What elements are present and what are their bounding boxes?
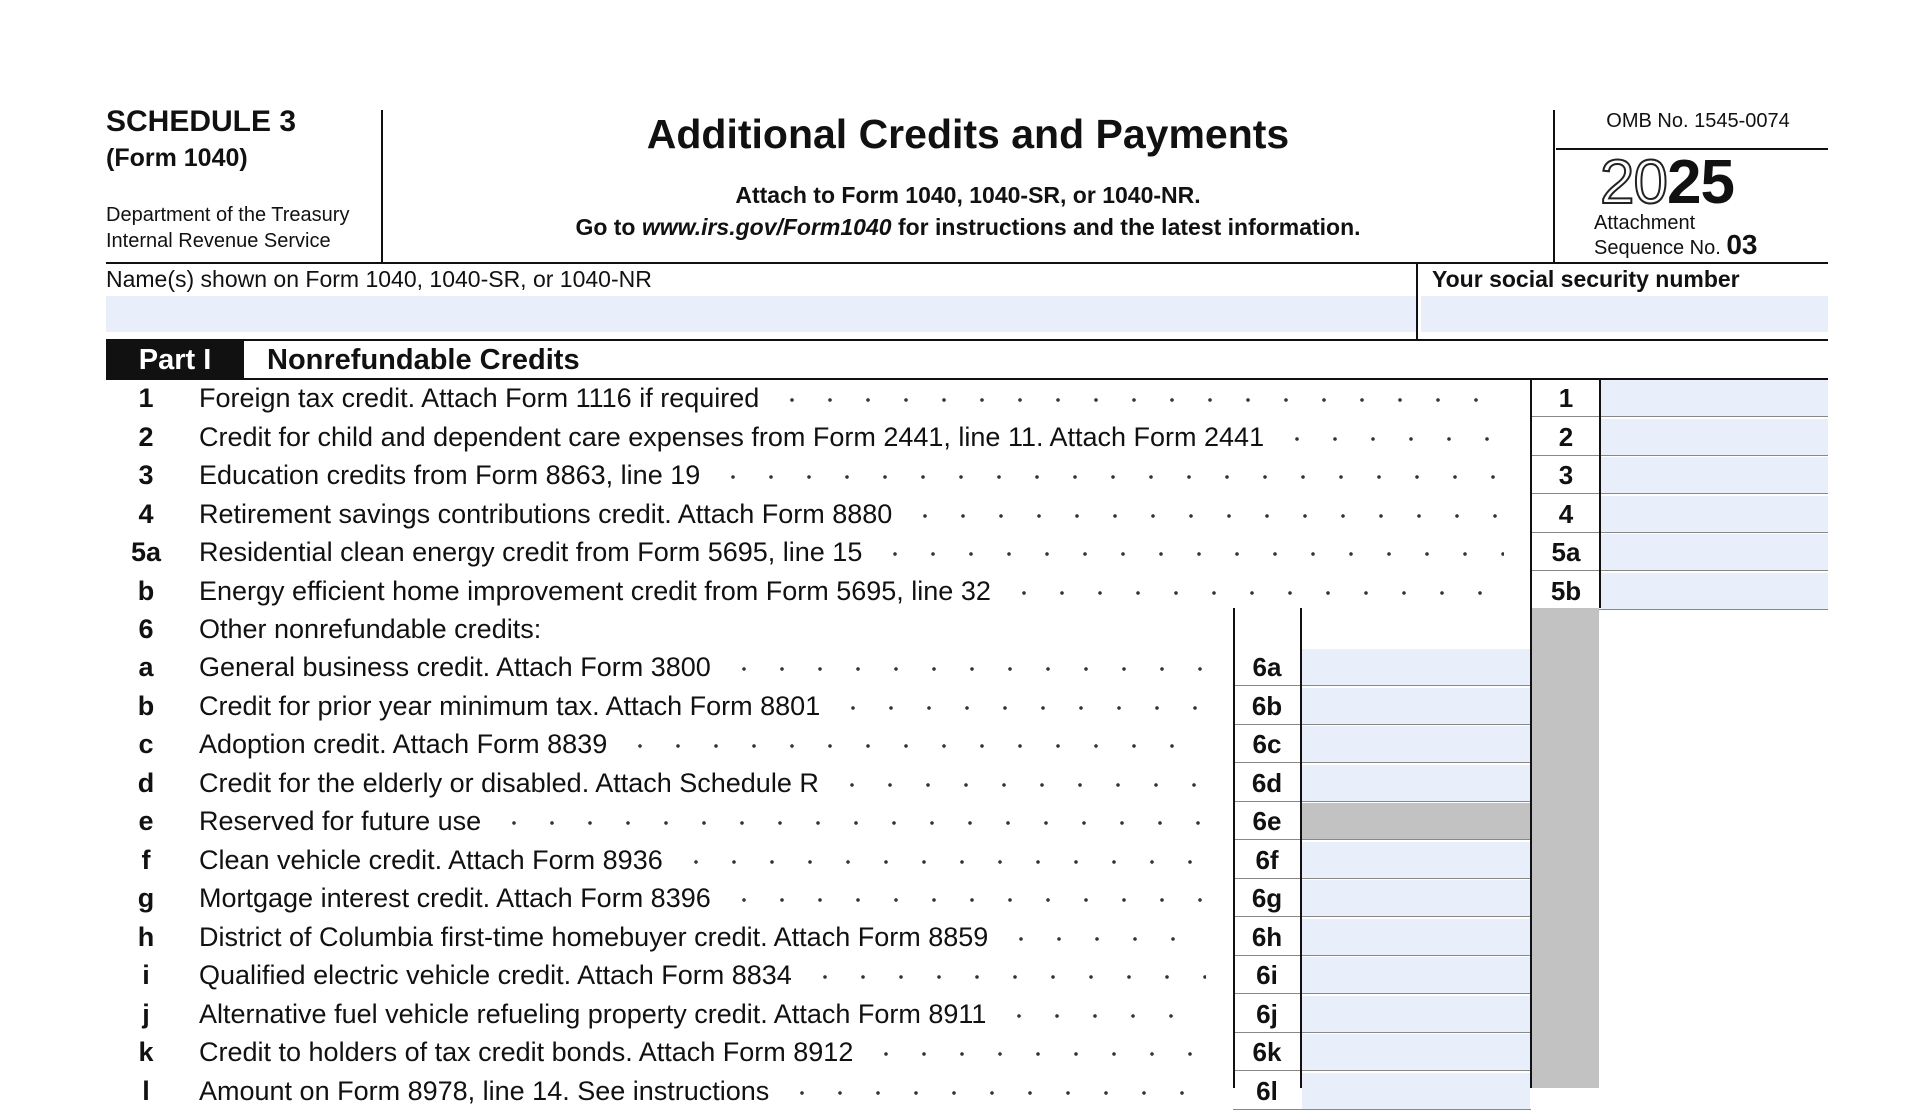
line-6d [106, 764, 1536, 802]
subline-description: General business credit. Attach Form 3800 [199, 652, 711, 682]
line-2 [106, 418, 1828, 456]
leader-dots [867, 1033, 1206, 1071]
line-box-label: 3 [1558, 460, 1574, 490]
leader-dots [906, 495, 1504, 533]
sub-box-right-border [1300, 608, 1302, 1088]
subline-letter: c [138, 729, 154, 759]
attachment-label: Attachment [1594, 212, 1696, 234]
row-rule [1233, 1070, 1531, 1071]
subline-letter: b [137, 691, 155, 721]
leader-dots [806, 956, 1206, 994]
part-1-title: Nonrefundable Credits [267, 344, 580, 376]
subline-box-label: 6k [1252, 1037, 1282, 1067]
form-title-block [383, 104, 1553, 244]
row-rule [1233, 762, 1531, 763]
header-bottom-rule [106, 262, 1828, 264]
sub-box-left-border [1233, 608, 1235, 1088]
line-6-header [106, 610, 1606, 648]
row-rule [1233, 839, 1531, 840]
subline-letter: h [137, 922, 155, 952]
ssn-label: Your social security number [1432, 266, 1740, 292]
ssn-input[interactable] [1421, 296, 1828, 332]
line-5a [106, 533, 1828, 571]
row-rule [1233, 685, 1531, 686]
line-box-label: 1 [1558, 383, 1574, 413]
line-6a-amount-input[interactable] [1302, 649, 1530, 685]
line-number: b [137, 576, 155, 606]
tax-year-outline: 20 [1600, 148, 1667, 217]
header-divider-right [1553, 110, 1555, 262]
line-box-label: 5b [1550, 576, 1582, 606]
line-5b [106, 572, 1828, 610]
grey-shaded-column [1531, 608, 1599, 1088]
subline-letter: l [142, 1076, 150, 1106]
subline-description: Credit for the elderly or disabled. Attach Schedule R [199, 768, 819, 798]
line-number: 5a [130, 537, 162, 567]
sequence-number: 03 [1726, 229, 1758, 260]
row-rule [1530, 416, 1828, 417]
line-6-description: Other nonrefundable credits: [199, 614, 542, 644]
attachment-sequence [1594, 212, 1757, 259]
name-ssn-divider [1416, 264, 1418, 340]
subline-box-label: 6d [1251, 768, 1283, 798]
sequence-label: Sequence No. [1594, 237, 1721, 259]
right-box-left-border [1530, 378, 1532, 1088]
line-6e [106, 802, 1536, 840]
line-6g [106, 879, 1536, 917]
omb-number: OMB No. 1545-0074 [1606, 110, 1790, 132]
form-identity [106, 104, 376, 254]
line-box-label: 2 [1558, 422, 1574, 452]
leader-dots [725, 879, 1206, 917]
subline-description: Adoption credit. Attach Form 8839 [199, 729, 608, 759]
subline-box-label: 6c [1252, 729, 1282, 759]
line-6f-amount-input[interactable] [1302, 842, 1530, 878]
tax-year-bold: 25 [1666, 148, 1734, 217]
subline-description: Mortgage interest credit. Attach Form 8396 [199, 883, 711, 913]
schedule-title: SCHEDULE 3 [106, 105, 297, 138]
goto-suffix: for instructions and the latest information. [891, 214, 1361, 240]
subline-description: Clean vehicle credit. Attach Form 8936 [199, 845, 663, 875]
subline-letter: j [142, 999, 150, 1029]
line-description: Retirement savings contributions credit. Attach Form 8880 [199, 499, 893, 529]
line-description: Energy efficient home improvement credit from Form 5695, line 32 [199, 576, 991, 606]
form-reference: (Form 1040) [106, 144, 248, 172]
leader-dots [495, 802, 1206, 840]
line-description: Credit for child and dependent care expenses from Form 2441, line 11. Attach Form 2441 [199, 422, 1265, 452]
line-6a [106, 648, 1536, 686]
subline-letter: g [137, 883, 155, 913]
leader-dots [1000, 995, 1206, 1033]
line-description: Education credits from Form 8863, line 19 [199, 460, 701, 490]
line-6c-amount-input[interactable] [1302, 726, 1530, 762]
leader-dots [773, 379, 1504, 417]
form-title: Additional Credits and Payments [646, 111, 1290, 157]
leader-dots [834, 687, 1206, 725]
subline-box-label: 6h [1251, 922, 1283, 952]
subline-box-label: 6b [1251, 691, 1283, 721]
line-6i-amount-input[interactable] [1302, 957, 1530, 993]
line-number: 3 [138, 460, 154, 490]
subline-description: Credit for prior year minimum tax. Attach Form 8801 [199, 691, 821, 721]
department-line-1: Department of the Treasury [106, 204, 350, 226]
line-description: Residential clean energy credit from Form 5695, line 15 [199, 537, 863, 567]
subline-description: Reserved for future use [199, 806, 482, 836]
line-box-label: 5a [1551, 537, 1581, 567]
line-6h-amount-input[interactable] [1302, 919, 1530, 955]
subline-letter: k [138, 1037, 154, 1067]
tax-year [1600, 148, 1734, 218]
name-label: Name(s) shown on Form 1040, 1040-SR, or 1040-NR [106, 266, 652, 292]
line-6j [106, 995, 1536, 1033]
leader-dots [677, 841, 1206, 879]
line-6-number: 6 [138, 614, 154, 644]
line-6f [106, 841, 1536, 879]
subline-letter: i [142, 960, 150, 990]
part-1-label: Part I [106, 341, 244, 379]
line-3-amount-input[interactable] [1601, 457, 1828, 493]
right-box-right-border [1599, 378, 1601, 608]
leader-dots [621, 725, 1206, 763]
leader-dots [1005, 572, 1504, 610]
subline-letter: e [138, 806, 154, 836]
leader-dots [783, 1072, 1206, 1110]
row-rule [1233, 916, 1531, 917]
goto-instruction [383, 210, 1553, 244]
line-number: 2 [138, 422, 154, 452]
line-6g-amount-input[interactable] [1302, 880, 1530, 916]
subline-letter: d [137, 768, 155, 798]
subline-box-label: 6i [1256, 960, 1278, 990]
subline-box-label: 6a [1252, 652, 1282, 682]
subline-description: District of Columbia first-time homebuyer credit. Attach Form 8859 [199, 922, 989, 952]
line-1-amount-input[interactable] [1601, 380, 1828, 416]
row-rule [1233, 993, 1531, 994]
line-6c [106, 725, 1536, 763]
subline-box-label: 6e [1252, 806, 1282, 836]
department-line-2: Internal Revenue Service [106, 230, 331, 252]
line-6b [106, 687, 1536, 725]
line-6i [106, 956, 1536, 994]
subline-box-label: 6l [1256, 1076, 1278, 1106]
goto-prefix: Go to [575, 214, 642, 240]
line-6l [106, 1072, 1536, 1110]
attach-instruction: Attach to Form 1040, 1040-SR, or 1040-NR. [735, 182, 1201, 208]
line-6k [106, 1033, 1536, 1071]
leader-dots [833, 764, 1206, 802]
subline-description: Alternative fuel vehicle refueling property credit. Attach Form 8911 [199, 999, 987, 1029]
subline-description: Credit to holders of tax credit bonds. Attach Form 8912 [199, 1037, 854, 1067]
subline-letter: f [141, 845, 151, 875]
line-description: Foreign tax credit. Attach Form 1116 if required [199, 383, 760, 413]
line-4 [106, 495, 1828, 533]
line-5a-amount-input[interactable] [1601, 534, 1828, 570]
omb-block [1556, 104, 1826, 138]
subline-box-label: 6j [1256, 999, 1278, 1029]
line-6d-amount-input[interactable] [1302, 765, 1530, 801]
line-3 [106, 456, 1828, 494]
subline-letter: a [138, 652, 154, 682]
subline-description: Qualified electric vehicle credit. Attach Form 8834 [199, 960, 792, 990]
line-6e-amount-input [1302, 803, 1530, 839]
line-6b-amount-input[interactable] [1302, 688, 1530, 724]
line-box-label: 4 [1558, 499, 1574, 529]
leader-dots [876, 533, 1504, 571]
row-rule [1530, 570, 1828, 571]
subline-box-label: 6f [1255, 845, 1279, 875]
line-4-amount-input[interactable] [1601, 496, 1828, 532]
irs-url-link[interactable]: www.irs.gov/Form1040 [641, 214, 892, 240]
subline-description: Amount on Form 8978, line 14. See instructions [199, 1076, 770, 1106]
line-6k-amount-input[interactable] [1302, 1034, 1530, 1070]
name-input[interactable] [106, 296, 1416, 332]
line-6h [106, 918, 1536, 956]
line-2-amount-input[interactable] [1601, 419, 1828, 455]
line-6j-amount-input[interactable] [1302, 996, 1530, 1032]
leader-dots [714, 456, 1504, 494]
line-6l-amount-input[interactable] [1302, 1073, 1530, 1109]
line-number: 1 [138, 383, 154, 413]
line-1 [106, 379, 1828, 417]
row-rule [1530, 493, 1828, 494]
line-5b-amount-input[interactable] [1601, 573, 1828, 609]
subline-box-label: 6g [1251, 883, 1283, 913]
leader-dots [1278, 418, 1504, 456]
leader-dots [725, 648, 1206, 686]
line-number: 4 [138, 499, 154, 529]
leader-dots [1002, 918, 1206, 956]
